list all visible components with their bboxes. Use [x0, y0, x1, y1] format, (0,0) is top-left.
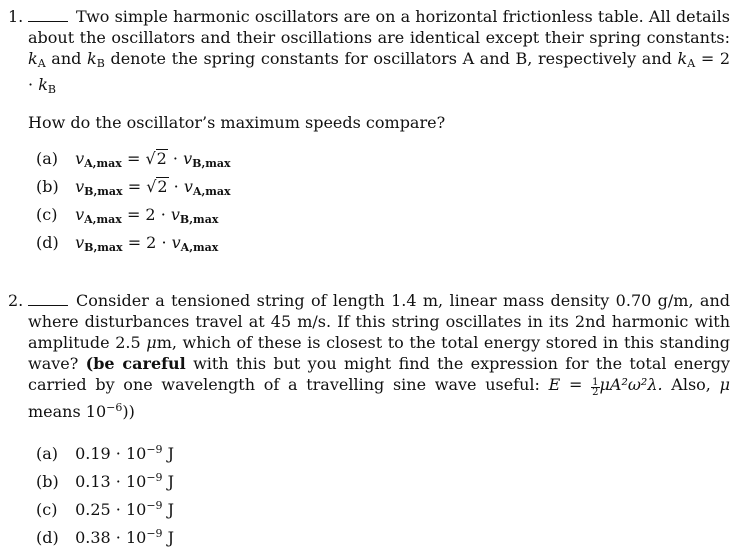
- problem-text: denote the spring constants for oscillators A and B, respectively and: [110, 49, 672, 68]
- math-v: v: [75, 233, 85, 252]
- option-letter: (c): [36, 500, 58, 519]
- option-d[interactable]: [36, 229, 730, 257]
- option-c[interactable]: [36, 201, 730, 229]
- math-v: v: [75, 205, 85, 224]
- option-unit: J: [167, 500, 175, 519]
- problem-1: [8, 6, 730, 257]
- math-sub: B,max: [192, 157, 231, 170]
- math-v: v: [183, 149, 193, 168]
- option-b[interactable]: [36, 464, 730, 492]
- math-sub: B,max: [84, 241, 123, 254]
- option-exponent: −9: [146, 471, 163, 484]
- option-a[interactable]: [36, 145, 730, 173]
- math-sub: A,max: [192, 185, 231, 198]
- problem-text: with this but you might find the expression for the total energy carried by one wavelength of a travelling sine wave useful:: [28, 354, 731, 394]
- math-e: E: [548, 375, 561, 394]
- sqrt-sign: √: [145, 149, 156, 168]
- math-expression: μA²ω²λ.: [599, 375, 663, 394]
- math-sub: A,max: [84, 157, 122, 170]
- option-letter: (d): [36, 528, 59, 547]
- problem-text: Two simple harmonic oscillators are on a horizontal frictionless table. All details about the oscillators and their oscillations are identical except their spring constants:: [28, 7, 730, 47]
- option-letter: (a): [36, 149, 59, 168]
- sqrt-symbol: [146, 173, 168, 201]
- option-exponent: −9: [146, 499, 163, 512]
- option-value: 0.13 · 10: [75, 472, 147, 491]
- problem-text: m, which of these is closest to the total energy stored in this standing wave?: [28, 333, 731, 373]
- math-k: k: [677, 49, 688, 68]
- problem-number: 2.: [8, 291, 24, 310]
- option-exponent: −9: [146, 527, 163, 540]
- math-sub: B: [96, 57, 105, 70]
- sqrt-symbol: [145, 145, 167, 173]
- problem-text: and: [51, 49, 82, 68]
- option-a[interactable]: [36, 436, 730, 464]
- option-letter: (d): [36, 233, 59, 252]
- option-value: 0.19 · 10: [75, 444, 147, 463]
- option-letter: (b): [36, 177, 59, 196]
- math-v: v: [171, 233, 181, 252]
- option-value: 0.25 · 10: [75, 500, 147, 519]
- sqrt-radicand: 2: [157, 177, 168, 196]
- math-ten: 10: [85, 402, 107, 421]
- sqrt-sign: √: [146, 177, 157, 196]
- problem-1-statement: [8, 6, 730, 100]
- math-k: k: [28, 49, 38, 68]
- answer-blank[interactable]: [28, 291, 68, 306]
- math-op: = 2 ·: [127, 233, 167, 252]
- math-mu: μ: [146, 333, 157, 352]
- frac-numerator: 1: [592, 377, 599, 388]
- question-text: How do the oscillator’s maximum speeds compare?: [28, 113, 446, 132]
- option-c[interactable]: [36, 492, 730, 520]
- math-v: v: [75, 149, 85, 168]
- problem-2-statement: [8, 290, 730, 422]
- problem-2: [8, 290, 730, 548]
- options-list: [8, 145, 730, 257]
- math-sub: A,max: [84, 213, 122, 226]
- math-exponent: −6: [106, 401, 123, 414]
- math-dot: ·: [172, 149, 179, 168]
- math-op: =: [126, 149, 141, 168]
- sqrt-radicand: 2: [156, 149, 167, 168]
- option-letter: (a): [36, 444, 59, 463]
- math-k: k: [87, 49, 97, 68]
- option-letter: (c): [36, 205, 58, 224]
- math-sub: B: [47, 83, 56, 96]
- math-op: =: [127, 177, 142, 196]
- frac-denominator: 2: [592, 387, 599, 398]
- problem-number: 1.: [8, 7, 24, 26]
- math-mu: μ: [719, 375, 730, 394]
- math-sub: B,max: [84, 185, 123, 198]
- answer-blank[interactable]: [28, 7, 68, 22]
- math-v: v: [170, 205, 180, 224]
- option-unit: J: [167, 472, 175, 491]
- option-exponent: −9: [146, 443, 163, 456]
- bold-note: (be careful: [85, 354, 186, 373]
- math-sub: B,max: [179, 213, 219, 226]
- math-sub: A: [37, 57, 46, 70]
- math-sub: A,max: [180, 241, 219, 254]
- problem-text: )): [122, 402, 135, 421]
- problem-text: Consider a tensioned string of length 1.4 m, linear mass density 0.70 g/m, and where disturbances travel at 45 m/s. If this string oscillates in its 2nd harmonic with amplitude 2.5: [28, 291, 730, 352]
- option-letter: (b): [36, 472, 59, 491]
- option-unit: J: [167, 444, 175, 463]
- option-d[interactable]: [36, 520, 730, 548]
- option-value: 0.38 · 10: [75, 528, 147, 547]
- math-dot: ·: [173, 177, 179, 196]
- math-sub: A: [687, 57, 696, 70]
- problem-text: Also,: [671, 375, 711, 394]
- math-op: = 2 ·: [126, 205, 166, 224]
- math-v: v: [183, 177, 193, 196]
- option-b[interactable]: [36, 173, 730, 201]
- math-relation: = 2 ·: [28, 49, 731, 94]
- options-list: [8, 436, 730, 548]
- fraction-half: [591, 378, 599, 397]
- option-unit: J: [167, 528, 175, 547]
- math-k: k: [38, 75, 48, 94]
- math-v: v: [75, 177, 85, 196]
- problem-text: means: [28, 402, 81, 421]
- math-eq: =: [569, 375, 583, 394]
